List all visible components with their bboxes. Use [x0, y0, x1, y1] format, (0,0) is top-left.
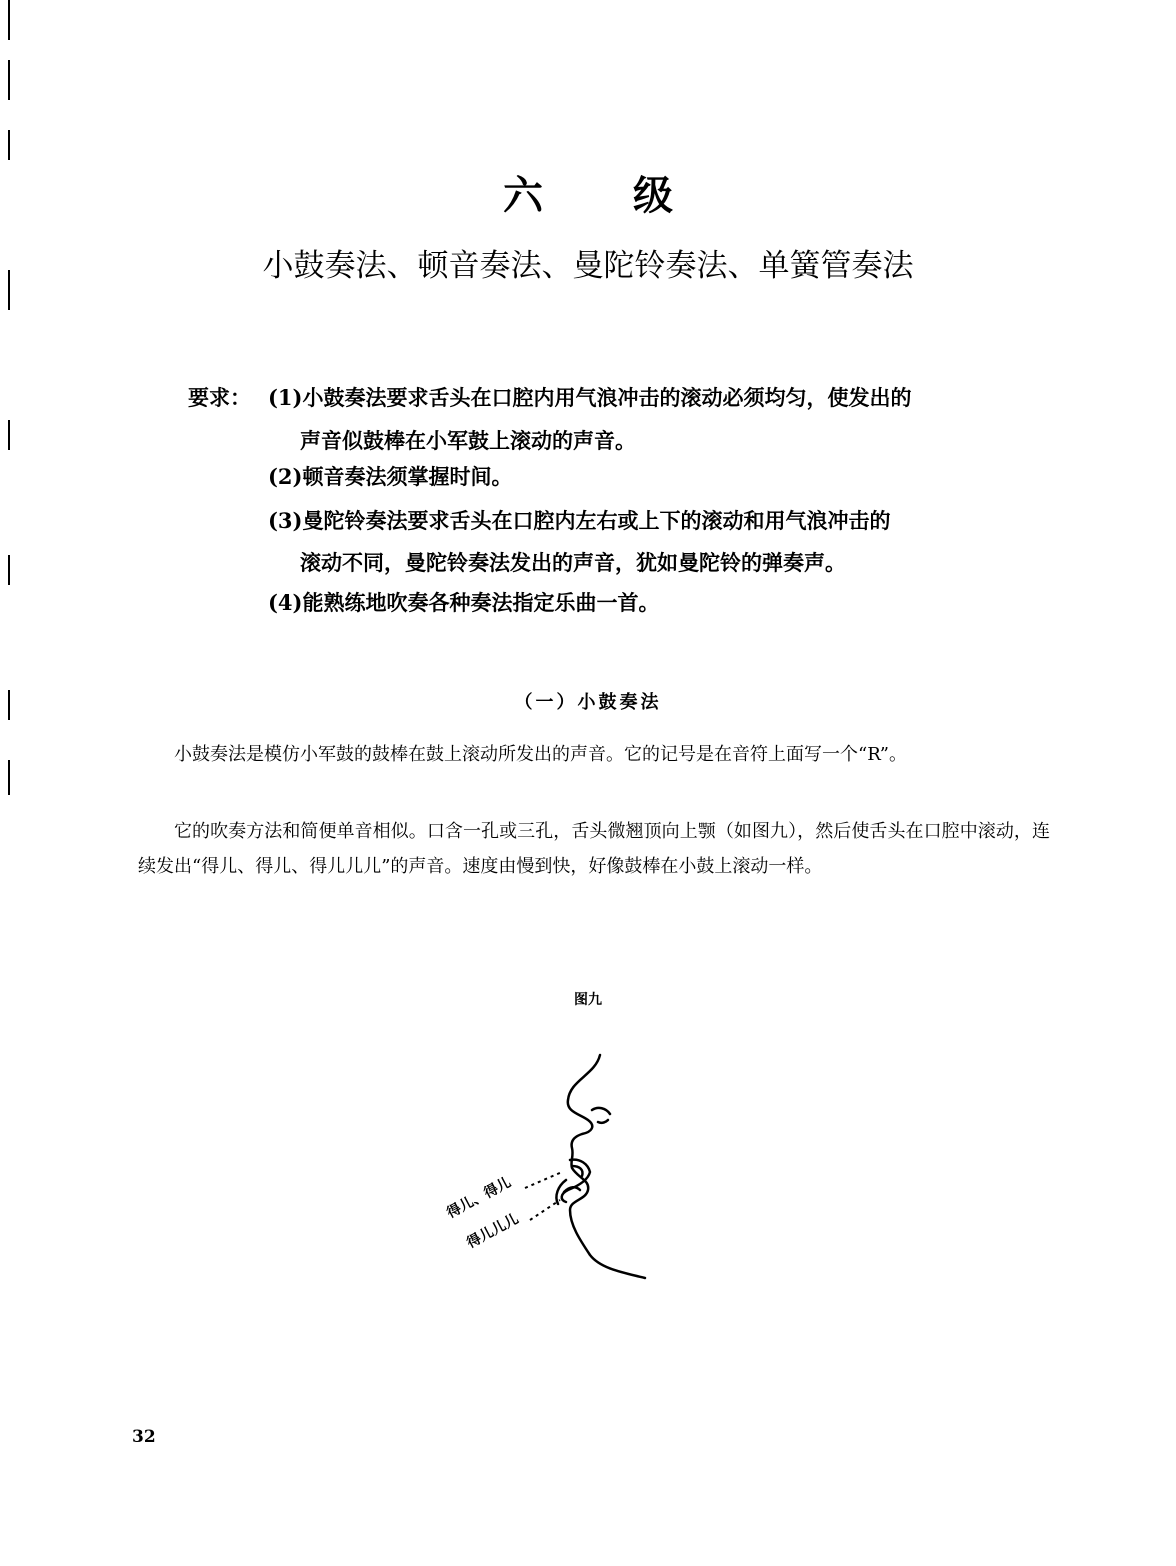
requirement-item: (3)曼陀铃奏法要求舌头在口腔内左右或上下的滚动和用气浪冲击的	[268, 508, 891, 533]
scan-edge-mark	[8, 420, 10, 450]
chapter-title: 六级	[503, 172, 763, 219]
mouth-profile-illustration	[430, 1040, 690, 1290]
scan-edge-mark	[8, 555, 10, 585]
requirement-item: (4)能熟练地吹奏各种奏法指定乐曲一首。	[268, 590, 660, 615]
requirement-item-continuation: 声音似鼓棒在小军鼓上滚动的声音。	[300, 428, 636, 453]
figure-caption: 图九	[574, 992, 602, 1008]
requirement-item: (1)小鼓奏法要求舌头在口腔内用气浪冲击的滚动必须均匀，使发出的	[268, 385, 912, 410]
scan-edge-mark	[8, 130, 10, 160]
mouth-diagram-figure	[430, 1040, 690, 1290]
body-paragraph: 它的吹奏方法和简便单音相似。口含一孔或三孔，舌头微翘顶向上颚（如图九），然后使舌头在口腔中滚动，连续发出“得儿、得儿、得儿儿儿”的声音。速度由慢到快，好像鼓棒在小鼓上滚动一样。	[138, 821, 1050, 877]
requirements-label: 要求：	[188, 385, 251, 410]
figure-annotation: 得儿、得儿	[444, 1174, 514, 1222]
page-number: 32	[132, 1427, 156, 1447]
body-paragraph: 小鼓奏法是模仿小军鼓的鼓棒在鼓上滚动所发出的声音。它的记号是在音符上面写一个“R”。	[174, 744, 907, 765]
section-heading: （一）小鼓奏法	[514, 692, 662, 713]
scan-edge-mark	[8, 760, 10, 795]
figure-annotation: 得儿儿儿	[464, 1211, 522, 1252]
chapter-subtitle: 小鼓奏法、顿音奏法、曼陀铃奏法、单簧管奏法	[262, 248, 914, 284]
scan-edge-mark	[8, 0, 10, 40]
requirement-item: (2)顿音奏法须掌握时间。	[268, 464, 513, 489]
requirement-item-continuation: 滚动不同，曼陀铃奏法发出的声音，犹如曼陀铃的弹奏声。	[300, 550, 846, 575]
scan-edge-mark	[8, 60, 10, 100]
